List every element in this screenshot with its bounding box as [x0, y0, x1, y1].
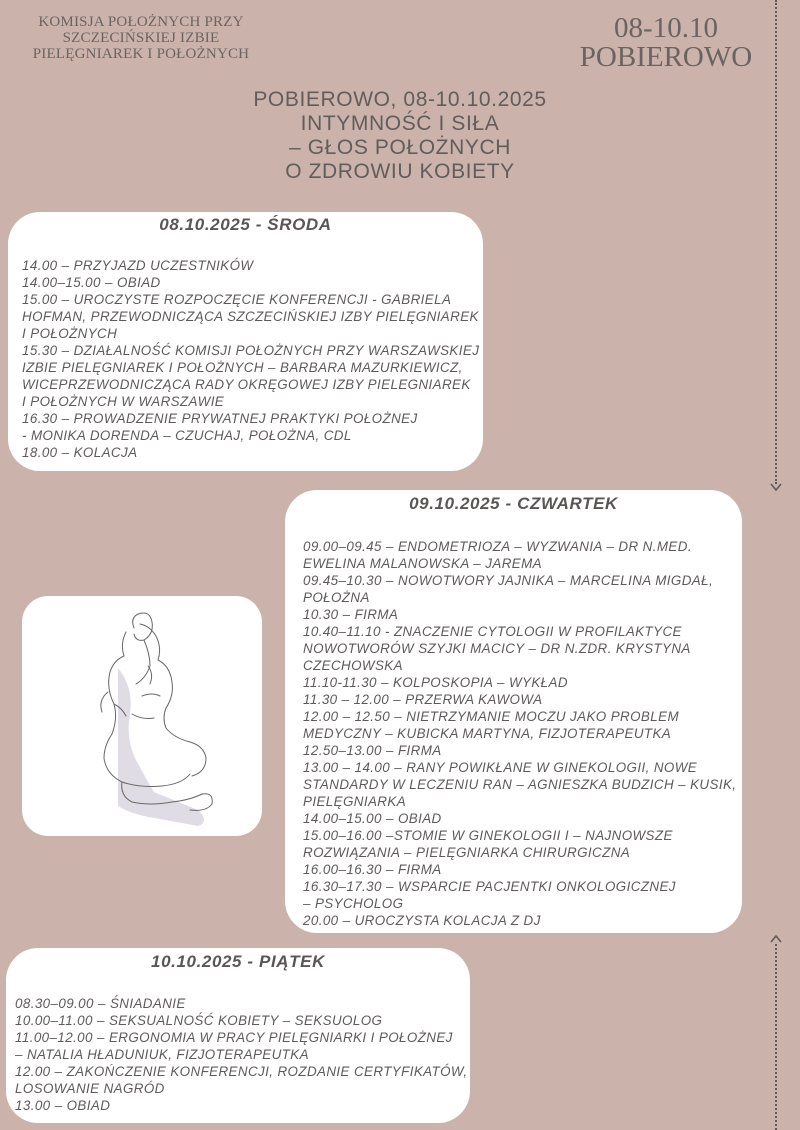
schedule-line: WICEPRZEWODNICZĄCA RADY OKRĘGOWEJ IZBY PIELEGNIAREK — [22, 377, 471, 392]
schedule-line: – PSYCHOLOG — [303, 896, 404, 911]
schedule-line: LOSOWANIE NAGRÓD — [15, 1081, 165, 1096]
schedule-line: 12.50–13.00 – FIRMA — [303, 743, 442, 758]
organizer-line: SZCZECIŃSKIEJ IZBIE — [62, 30, 220, 46]
schedule-line: I POŁOŻNYCH — [22, 326, 118, 341]
title-line: POBIEROWO, 08-10.10.2025 — [253, 88, 547, 111]
schedule-line: 10.00–11.00 – SEKSUALNOŚĆ KOBIETY – SEKSUOLOG — [15, 1013, 383, 1028]
schedule-list — [22, 257, 480, 461]
schedule-line: 14.00–15.00 – OBIAD — [303, 811, 442, 826]
schedule-line: 12.00 – ZAKOŃCZENIE KONFERENCJI, ROZDANIE CERTYFIKATÓW, — [15, 1064, 468, 1079]
schedule-line: 08.30–09.00 – ŚNIADANIE — [15, 996, 186, 1011]
schedule-line: 11.00–12.00 – ERGONOMIA W PRACY PIELĘGNIARKI I POŁOŻNEJ — [15, 1030, 453, 1045]
schedule-line: 10.30 – FIRMA — [303, 607, 399, 622]
page-title — [180, 88, 620, 184]
day-card-friday — [6, 948, 470, 1123]
schedule-line: CZECHOWSKA — [303, 658, 403, 673]
schedule-line: 09.00–09.45 – ENDOMETRIOZA – WYZWANIA – DR N.MED. — [303, 539, 692, 554]
schedule-list — [303, 538, 737, 929]
schedule-line: 11.30 – 12.00 – PRZERWA KAWOWA — [303, 692, 543, 707]
dotted-divider-bottom — [775, 944, 777, 1130]
schedule-line: 11.10-11.30 – KOLPOSKOPIA – WYKŁAD — [303, 675, 568, 690]
organizer-name — [10, 14, 272, 62]
schedule-line: 10.40–11.10 - ZNACZENIE CYTOLOGII W PROFILAKTYCE — [303, 624, 682, 639]
schedule-line: 18.00 – KOLACJA — [22, 445, 138, 460]
day-heading: 08.10.2025 - ŚRODA — [159, 215, 332, 234]
schedule-line: - MONIKA DORENDA – CZUCHAJ, POŁOŻNA, CDL — [22, 428, 352, 443]
day-heading: 09.10.2025 - CZWARTEK — [409, 494, 618, 513]
organizer-line: KOMISJA POŁOŻNYCH PRZY — [38, 14, 244, 30]
schedule-line: 14.00 – PRZYJAZD UCZESTNIKÓW — [22, 258, 254, 273]
organizer-line: PIELĘGNIAREK I POŁOŻNYCH — [32, 46, 250, 62]
schedule-line: 16.00–16.30 – FIRMA — [303, 862, 442, 877]
schedule-line: 15.00–16.00 –STOMIE W GINEKOLOGII I – NAJNOWSZE — [303, 828, 673, 843]
title-line: O ZDROWIU KOBIETY — [285, 160, 515, 183]
schedule-line: NOWOTWORÓW SZYJKI MACICY – DR N.ZDR. KRYSTYNA — [303, 641, 691, 656]
schedule-line: 20.00 – UROCZYSTA KOLACJA Z DJ — [303, 913, 541, 928]
schedule-line: – NATALIA HŁADUNIUK, FIZJOTERAPEUTKA — [15, 1047, 309, 1062]
title-line: INTYMNOŚĆ I SIŁA — [300, 112, 500, 135]
illustration-card — [22, 596, 262, 836]
arrow-up-icon — [769, 932, 783, 944]
schedule-line: IZBIE PIELĘGNIAREK I POŁOŻNYCH – BARBARA MAZURKIEWICZ, — [22, 360, 463, 375]
schedule-line: 12.00 – 12.50 – NIETRZYMANIE MOCZU JAKO PROBLEM — [303, 709, 679, 724]
arrow-down-icon — [769, 482, 783, 494]
schedule-line: MEDYCZNY – KUBICKA MARTYNA, FIZJOTERAPEUTKA — [303, 726, 672, 741]
schedule-list — [15, 995, 468, 1114]
schedule-line: HOFMAN, PRZEWODNICZĄCA SZCZECIŃSKIEJ IZBY PIELĘGNIAREK — [22, 309, 479, 324]
schedule-line: 16.30–17.30 – WSPARCIE PACJENTKI ONKOLOGICZNEJ — [303, 879, 676, 894]
schedule-line: STANDARDY W LECZENIU RAN – AGNIESZKA BUDZICH – KUSIK, — [303, 777, 737, 792]
schedule-line: 16.30 – PROWADZENIE PRYWATNEJ PRAKTYKI POŁOŻNEJ — [22, 411, 418, 426]
schedule-line: POŁOŻNA — [303, 590, 370, 605]
schedule-line: EWELINA MALANOWSKA – JAREMA — [303, 556, 542, 571]
day-card-thursday — [285, 490, 742, 933]
day-heading: 10.10.2025 - PIĄTEK — [151, 952, 325, 971]
schedule-line: 14.00–15.00 – OBIAD — [22, 275, 161, 290]
schedule-line: I POŁOŻNYCH W WARSZAWIE — [22, 394, 225, 409]
event-location: POBIEROWO — [579, 41, 753, 73]
schedule-line: 15.30 – DZIAŁALNOŚĆ KOMISJI POŁOŻNYCH PRZY WARSZAWSKIEJ — [22, 343, 480, 358]
title-line: – GŁOS POŁOŻNYCH — [289, 136, 511, 159]
event-badge — [578, 14, 754, 72]
dotted-divider-top — [775, 0, 777, 484]
event-date-range: 08-10.10 — [614, 12, 718, 44]
schedule-line: ROZWIĄZANIA – PIELĘGNIARKA CHIRURGICZNA — [303, 845, 631, 860]
schedule-line: 09.45–10.30 – NOWOTWORY JAJNIKA – MARCELINA MIGDAŁ, — [303, 573, 714, 588]
day-card-wednesday — [8, 212, 483, 471]
schedule-line: 13.00 – 14.00 – RANY POWIKŁANE W GINEKOLOGII, NOWE — [303, 760, 698, 775]
schedule-line: 13.00 – OBIAD — [15, 1098, 111, 1113]
woman-line-art-icon — [22, 596, 262, 836]
schedule-line: PIELĘGNIARKA — [303, 794, 407, 809]
schedule-line: 15.00 – UROCZYSTE ROZPOCZĘCIE KONFERENCJI - GABRIELA — [22, 292, 452, 307]
